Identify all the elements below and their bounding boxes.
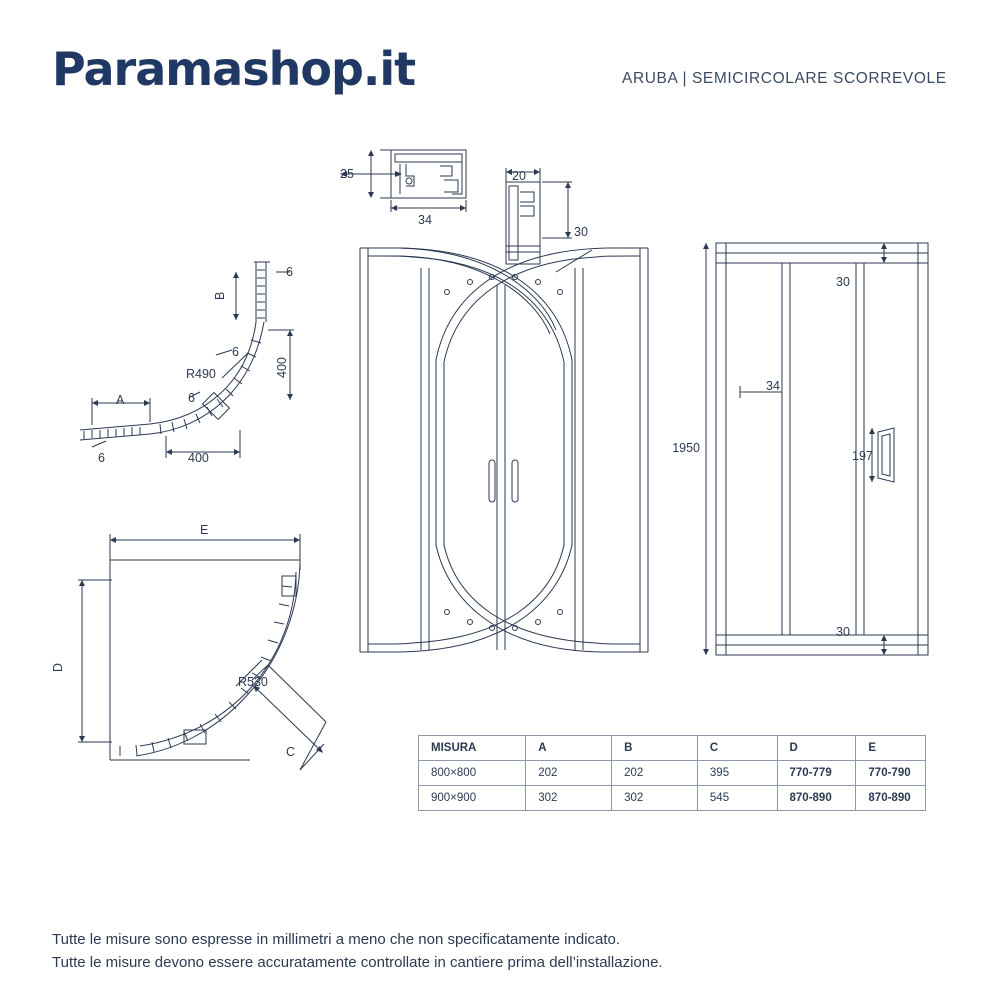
dim-plan-radius: R490 bbox=[186, 367, 216, 381]
cell-a: 202 bbox=[526, 761, 612, 786]
table-header-c: C bbox=[697, 736, 777, 761]
product-subtitle: ARUBA | SEMICIRCOLARE SCORREVOLE bbox=[622, 70, 947, 87]
footnote-line-2: Tutte le misure devono essere accuratamente controllate in cantiere prima dell’installazione. bbox=[52, 954, 663, 972]
dim-plan-t2: 6 bbox=[232, 345, 239, 359]
table-header-d: D bbox=[777, 736, 856, 761]
measurements-table bbox=[418, 735, 926, 811]
cell-b: 302 bbox=[612, 786, 698, 811]
cell-misura: 800×800 bbox=[419, 761, 526, 786]
cell-misura: 900×900 bbox=[419, 786, 526, 811]
dim-plan-t1: 6 bbox=[286, 265, 293, 279]
table-row bbox=[419, 786, 926, 811]
table-header-a: A bbox=[526, 736, 612, 761]
dim-front-bottom-gap: 30 bbox=[836, 625, 850, 639]
dim-front-profile-width: 34 bbox=[766, 379, 780, 393]
brand-logo: Paramashop.it bbox=[52, 42, 416, 96]
table-row bbox=[419, 761, 926, 786]
dim-front-top-gap: 30 bbox=[836, 275, 850, 289]
cell-d: 770-779 bbox=[777, 761, 856, 786]
dim-profile-side-height: 30 bbox=[574, 225, 588, 239]
cell-b: 202 bbox=[612, 761, 698, 786]
dim-profile-top-width: 34 bbox=[418, 213, 432, 227]
dim-front-total-height: 1950 bbox=[672, 441, 700, 455]
cell-e: 870-890 bbox=[856, 786, 926, 811]
cell-c: 395 bbox=[697, 761, 777, 786]
dim-profile-top-height: 25 bbox=[340, 167, 354, 181]
dim-front-handle-height: 197 bbox=[852, 449, 873, 463]
table-header-misura: MISURA bbox=[419, 736, 526, 761]
dim-outline-e: E bbox=[200, 523, 209, 537]
footnote-line-1: Tutte le misure sono espresse in millimetri a meno che non specificatamente indicato. bbox=[52, 931, 621, 948]
table-header-row bbox=[419, 736, 926, 761]
dim-plan-t4: 6 bbox=[98, 451, 105, 465]
cell-d: 870-890 bbox=[777, 786, 856, 811]
dim-outline-d: D bbox=[51, 662, 65, 672]
table-header-b: B bbox=[612, 736, 698, 761]
cell-e: 770-790 bbox=[856, 761, 926, 786]
dim-plan-h400: 400 bbox=[188, 451, 209, 465]
footnotes bbox=[52, 928, 663, 975]
dim-profile-side-width: 20 bbox=[512, 169, 526, 183]
dim-outline-radius: R530 bbox=[238, 675, 268, 689]
cell-c: 545 bbox=[697, 786, 777, 811]
table-header-e: E bbox=[856, 736, 926, 761]
dim-plan-b: B bbox=[213, 291, 227, 300]
dim-plan-t3: 6 bbox=[188, 391, 195, 405]
dim-plan-a: A bbox=[116, 393, 125, 407]
dim-outline-c: C bbox=[286, 745, 296, 759]
dim-plan-v400: 400 bbox=[275, 357, 289, 378]
cell-a: 302 bbox=[526, 786, 612, 811]
